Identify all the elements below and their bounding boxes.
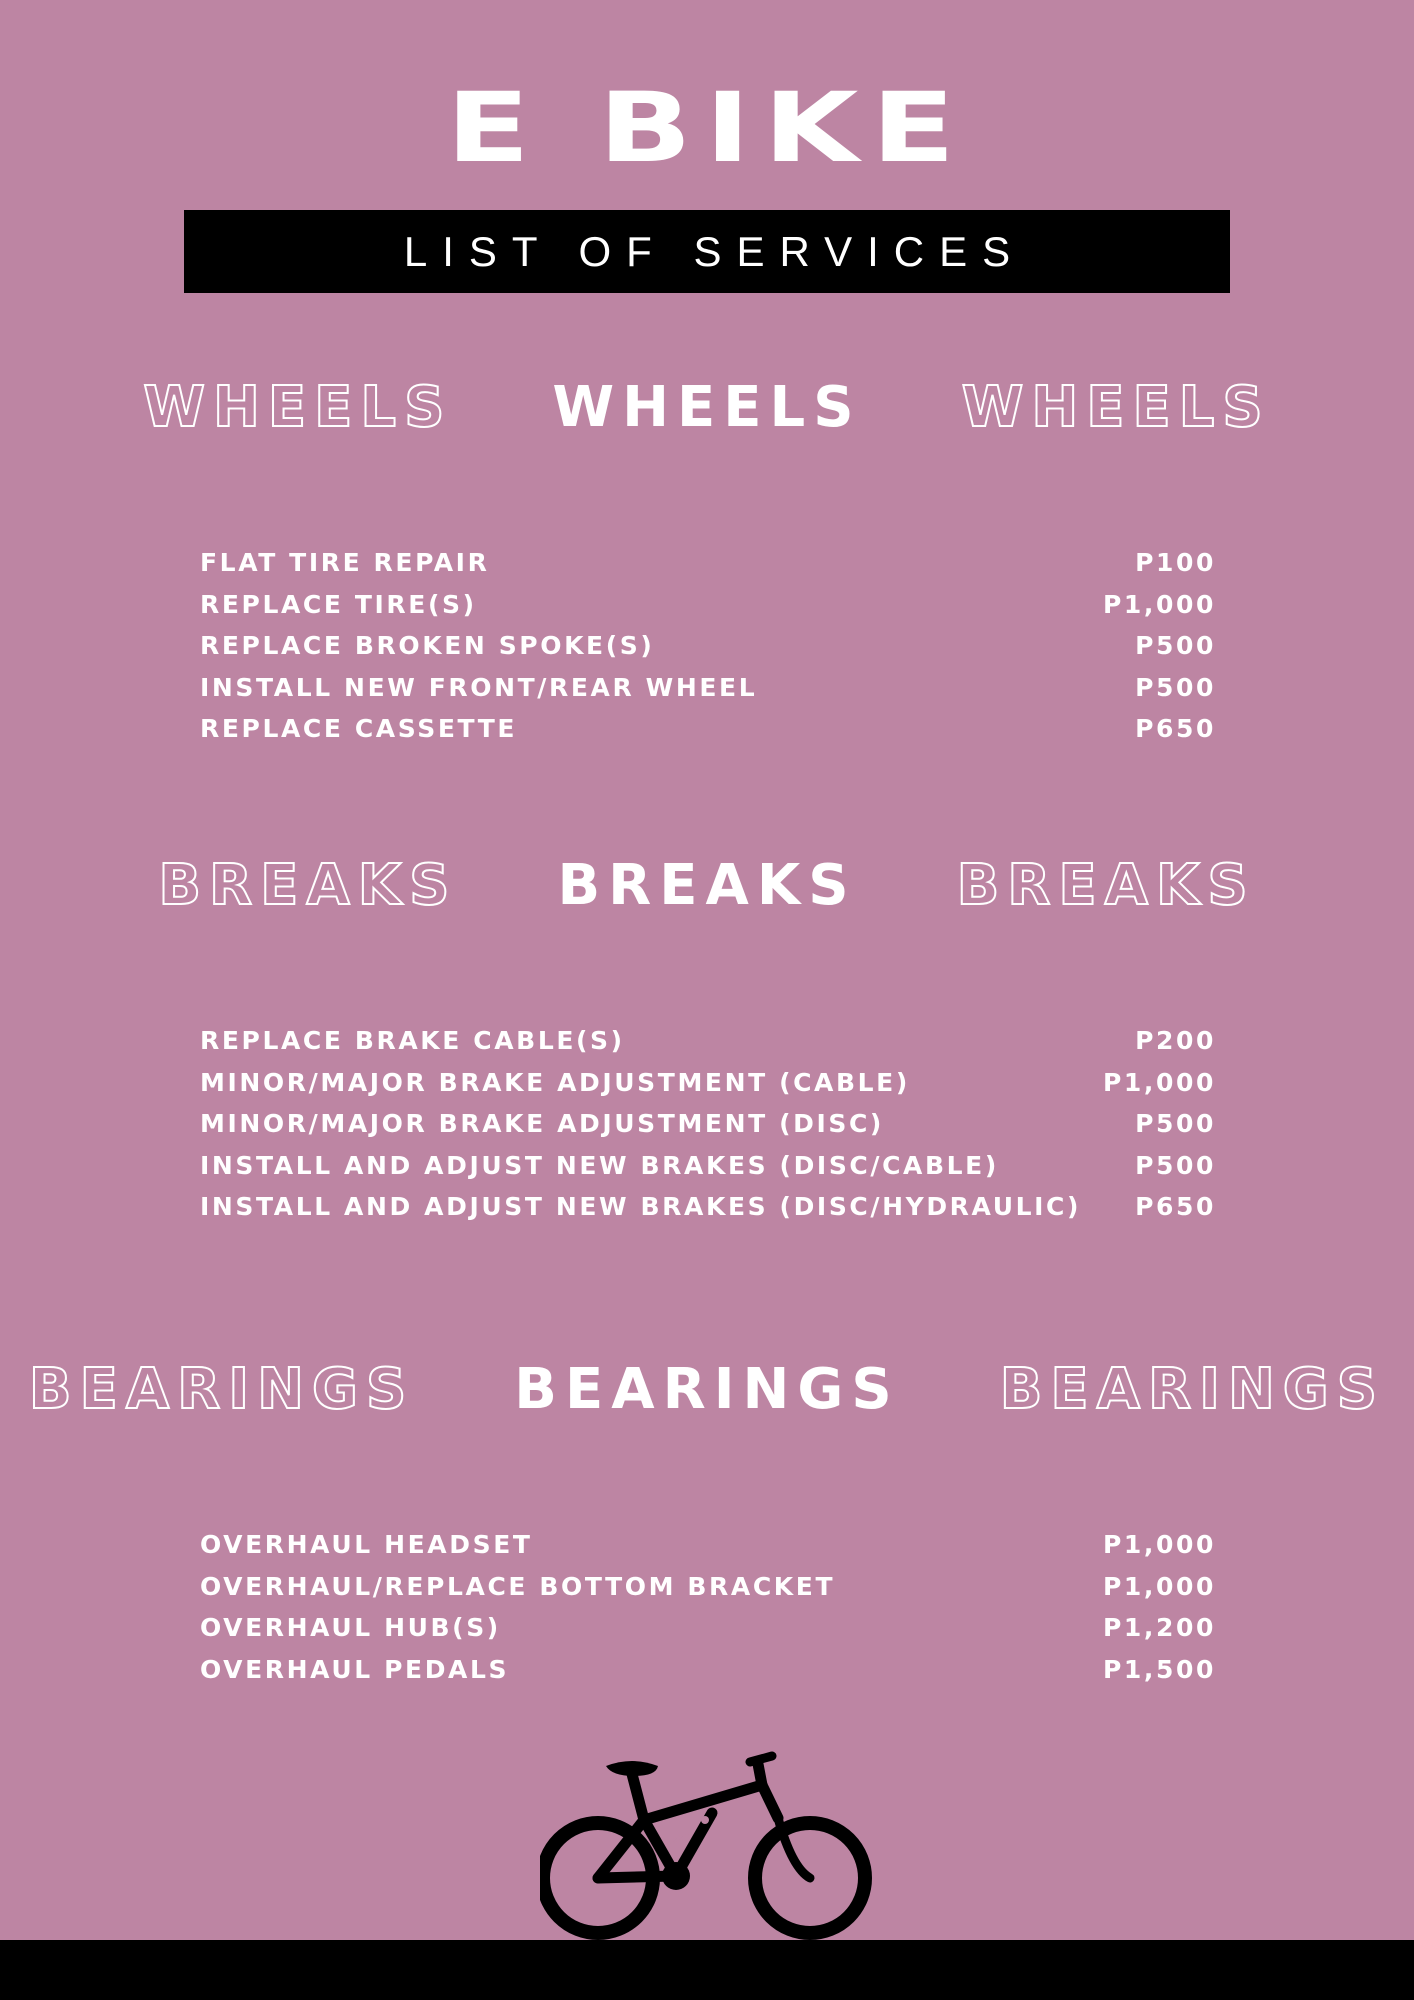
service-price: P200 (1135, 1026, 1216, 1056)
service-row (200, 1524, 1216, 1566)
banner-title: LIST OF SERVICES (403, 227, 1026, 275)
service-price: P500 (1135, 1109, 1216, 1139)
service-name: FLAT TIRE REPAIR (200, 548, 490, 578)
service-name: OVERHAUL/REPLACE BOTTOM BRACKET (200, 1571, 836, 1601)
service-list-breaks (200, 1020, 1216, 1228)
section-title: BREAKS (557, 852, 857, 918)
service-name: INSTALL NEW FRONT/REAR WHEEL (200, 672, 758, 702)
service-name: REPLACE BRAKE CABLE(S) (200, 1026, 625, 1056)
service-row (200, 1020, 1216, 1062)
footer-bar (0, 1940, 1414, 2000)
heading-ghost-left: BREAKS (158, 852, 458, 918)
section-heading-wheels (0, 367, 1414, 447)
heading-ghost-right: WHEELS (961, 374, 1271, 440)
heading-ghost-left: BEARINGS (28, 1356, 415, 1422)
service-row (200, 708, 1216, 750)
service-row (200, 1566, 1216, 1608)
service-row (200, 625, 1216, 667)
service-row (200, 667, 1216, 709)
service-row (200, 542, 1216, 584)
section-title: WHEELS (552, 374, 862, 440)
service-price: P1,500 (1103, 1654, 1216, 1684)
service-name: OVERHAUL PEDALS (200, 1654, 510, 1684)
service-row (200, 1103, 1216, 1145)
service-row (200, 1186, 1216, 1228)
service-name: REPLACE BROKEN SPOKE(S) (200, 631, 655, 661)
service-price: P1,000 (1103, 1530, 1216, 1560)
service-price: P650 (1135, 714, 1216, 744)
service-name: OVERHAUL HEADSET (200, 1530, 533, 1560)
service-price: P650 (1135, 1192, 1216, 1222)
service-name: REPLACE CASSETTE (200, 714, 518, 744)
service-price: P1,000 (1103, 1067, 1216, 1097)
service-list-bearings (200, 1524, 1216, 1690)
service-price: P500 (1135, 631, 1216, 661)
service-price: P1,000 (1103, 1571, 1216, 1601)
heading-ghost-right: BEARINGS (999, 1356, 1386, 1422)
service-row (200, 584, 1216, 626)
service-name: MINOR/MAJOR BRAKE ADJUSTMENT (DISC) (200, 1109, 884, 1139)
services-banner (184, 210, 1230, 293)
service-name: REPLACE TIRE(S) (200, 589, 477, 619)
service-list-wheels (200, 542, 1216, 750)
brand-title: E BIKE (445, 72, 969, 184)
service-name: INSTALL AND ADJUST NEW BRAKES (DISC/CABLE) (200, 1150, 999, 1180)
service-price: P100 (1135, 548, 1216, 578)
service-name: INSTALL AND ADJUST NEW BRAKES (DISC/HYDRAULIC) (200, 1192, 1082, 1222)
section-title: BEARINGS (514, 1356, 900, 1422)
service-price: P1,000 (1103, 589, 1216, 619)
service-price: P500 (1135, 1150, 1216, 1180)
service-row (200, 1607, 1216, 1649)
heading-ghost-left: WHEELS (143, 374, 453, 440)
service-row (200, 1062, 1216, 1104)
service-row (200, 1145, 1216, 1187)
service-price: P1,200 (1103, 1613, 1216, 1643)
service-name: OVERHAUL HUB(S) (200, 1613, 501, 1643)
service-price: P500 (1135, 672, 1216, 702)
bicycle-icon (540, 1748, 874, 1943)
section-heading-breaks (0, 845, 1414, 925)
service-row (200, 1649, 1216, 1691)
heading-ghost-right: BREAKS (956, 852, 1256, 918)
service-name: MINOR/MAJOR BRAKE ADJUSTMENT (CABLE) (200, 1067, 910, 1097)
section-heading-bearings (0, 1349, 1414, 1429)
